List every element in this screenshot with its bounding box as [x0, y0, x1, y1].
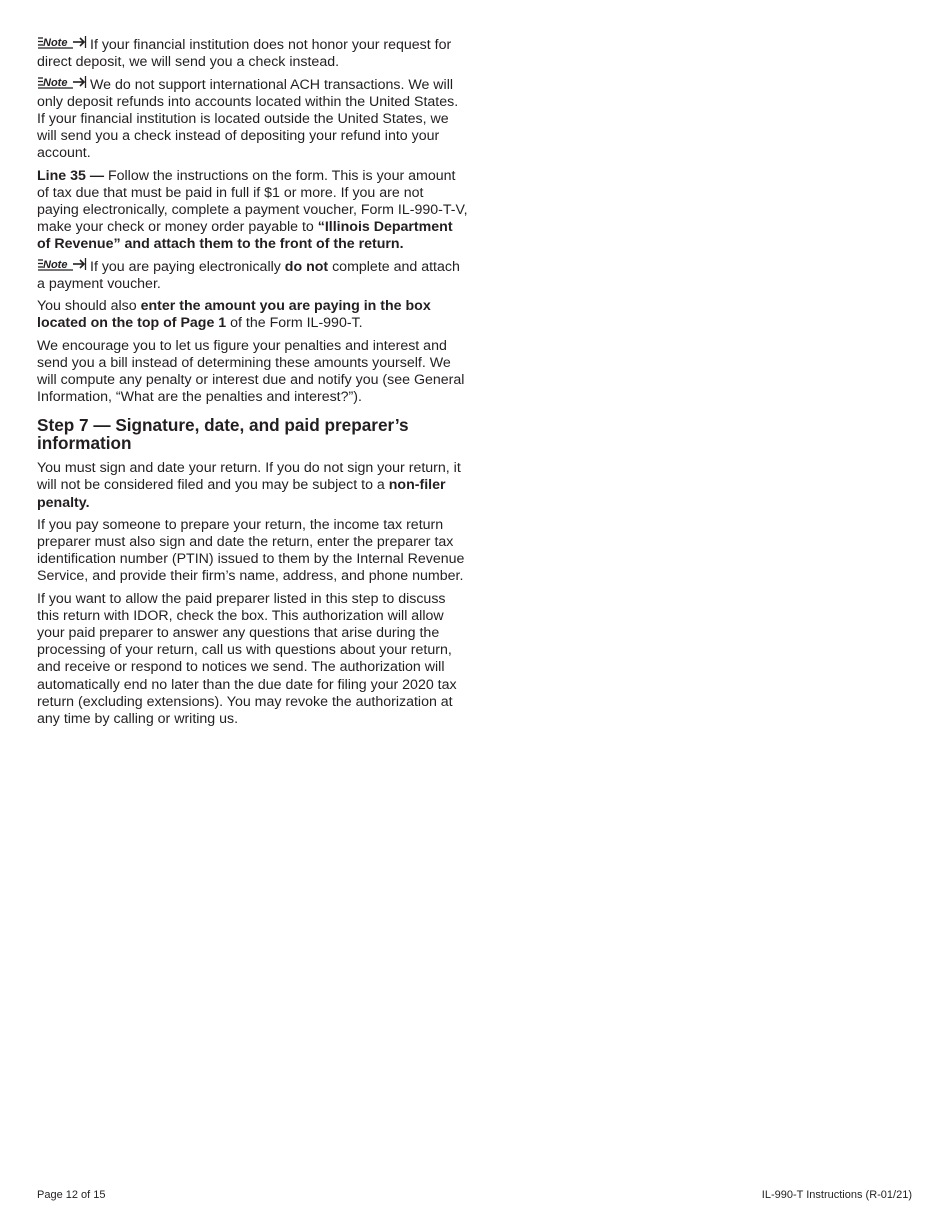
document-column: [37, 37, 469, 733]
penalties-paragraph: We encourage you to let us figure your penalties and interest and send you a bill instead of determining these amounts yourself. We will compute any penalty or interest due and notify you (see General Information, “What are the penalties and interest?”).: [37, 338, 465, 406]
note-international-ach: Note We do not support international ACH transactions. We will only deposit refunds into accounts located within the United States. If your financial institution is located outside the United States, we will send you a check instead of depositing your refund into your account.: [37, 76, 459, 162]
svg-text:Note: Note: [43, 258, 68, 271]
step-7-heading: Step 7 — Signature, date, and paid preparer’s information: [37, 415, 409, 453]
note-icon: [37, 77, 86, 90]
authorization-paragraph: If you want to allow the paid preparer listed in this step to discuss this return with IDOR, check the box. This authorization will allow your paid preparer to answer any questions that arise during the processing of your return, call us with questions about your return, and receive or respond to notices we send. The authorization will automatically end no later than the due date for filing your 2020 tax return (excluding extensions). You may revoke the authorization at any time by calling or writing us.: [37, 591, 457, 727]
note-electronic-payment: Note If you are paying electronically do not complete and attach a payment voucher.: [37, 258, 460, 292]
note-icon: [37, 37, 86, 50]
enter-amount-paragraph: You should also enter the amount you are paying in the box located on the top of Page 1 of the Form IL-990-T.: [37, 298, 431, 332]
line-35-instructions: Line 35 — Follow the instructions on the form. This is your amount of tax due that must be paid in full if $1 or more. If you are not paying electronically, complete a payment voucher, Form IL-990-T-V, make your check or money order payable to “Illinois Department of Revenue” and attach them to the front of the return.: [37, 167, 468, 253]
payee-instruction: “Illinois Department of Revenue” and attach them to the front of the return.: [37, 218, 453, 253]
note-direct-deposit: Note If your financial institution does not honor your request for direct deposit, we will send you a check instead.: [37, 37, 452, 71]
svg-text:Note: Note: [43, 76, 68, 89]
preparer-paragraph: If you pay someone to prepare your return, the income tax return preparer must also sign and date the return, enter the preparer tax identification number (PTIN) issued to them by the Internal Revenue Service, and provide their firm’s name, address, and phone number.: [37, 517, 465, 585]
form-revision: IL-990-T Instructions (R-01/21): [761, 1189, 912, 1201]
svg-text:Note: Note: [43, 37, 68, 49]
note-icon: [37, 259, 86, 272]
line-35-label: Line 35 —: [37, 167, 105, 184]
page-number: Page 12 of 15: [37, 1189, 106, 1201]
signature-paragraph: You must sign and date your return. If you do not sign your return, it will not be considered filed and you may be subject to a non-filer penalty.: [37, 460, 461, 511]
